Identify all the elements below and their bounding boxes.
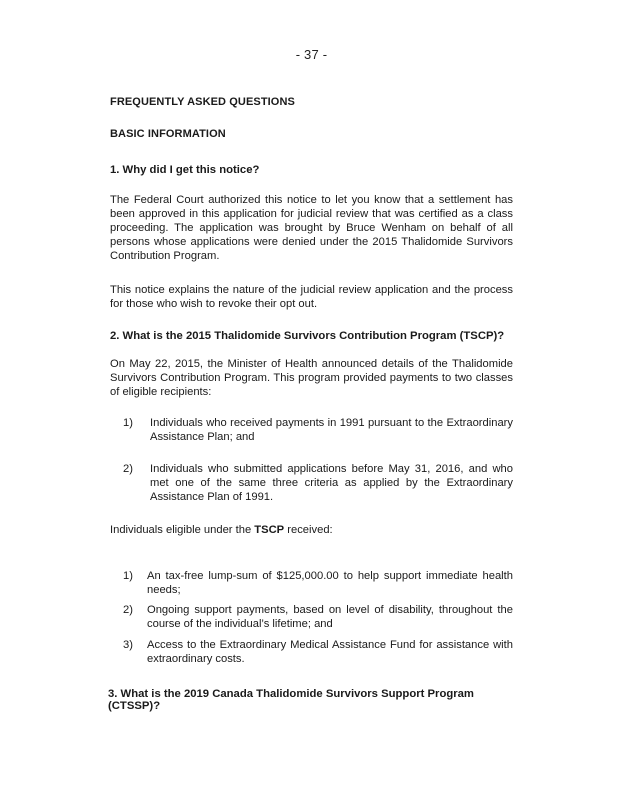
question-1-paragraph-2: This notice explains the nature of the judicial review application and the process for those who wish to revoke their opt out.	[110, 284, 513, 310]
list-text: An tax-free lump-sum of $125,000.00 to help support immediate health needs;	[147, 570, 513, 596]
faq-heading: FREQUENTLY ASKED QUESTIONS	[110, 96, 295, 108]
question-1-paragraph-1: The Federal Court authorized this notice to let you know that a settlement has been approved in this application for judicial review that was certified as a class proceeding. The application was brought by Bruce Wenham on behalf of all persons whose applications were denied under the 2015 Thalidomide Survivors Contribution Program.	[110, 194, 513, 262]
list-number: 1)	[123, 417, 133, 429]
list-text: Individuals who submitted applications before May 31, 2016, and who met one of the same three criteria as applied by the Extraordinary Assistance Plan of 1991.	[150, 463, 513, 503]
page-number: - 37 -	[295, 47, 328, 62]
list-text: Access to the Extraordinary Medical Assistance Fund for assistance with extraordinary costs.	[147, 639, 513, 665]
list-number: 2)	[123, 463, 133, 475]
intro-bold-tscp: TSCP	[254, 524, 285, 536]
list-number: 1)	[123, 570, 133, 582]
question-2-paragraph-1: On May 22, 2015, the Minister of Health announced details of the Thalidomide Survivors Contribution Program. This program provided payments to two classes of eligible recipients:	[110, 358, 513, 398]
list-number: 2)	[123, 604, 133, 616]
question-1-heading: 1. Why did I get this notice?	[110, 164, 260, 176]
list-text: Individuals who received payments in 1991 pursuant to the Extraordinary Assistance Plan; and	[150, 417, 513, 443]
intro-text: Individuals eligible under the	[110, 524, 255, 536]
list-number: 3)	[123, 639, 133, 651]
question-2-heading: 2. What is the 2015 Thalidomide Survivors Contribution Program (TSCP)?	[110, 330, 505, 342]
list-text: Ongoing support payments, based on level of disability, throughout the course of the individual’s lifetime; and	[147, 604, 513, 630]
question-3-heading: 3. What is the 2019 Canada Thalidomide Survivors Support Program (CTSSP)?	[108, 688, 474, 712]
basic-info-heading: BASIC INFORMATION	[110, 128, 226, 140]
intro-text-end: received:	[284, 524, 333, 536]
tscp-received-intro	[110, 523, 513, 537]
